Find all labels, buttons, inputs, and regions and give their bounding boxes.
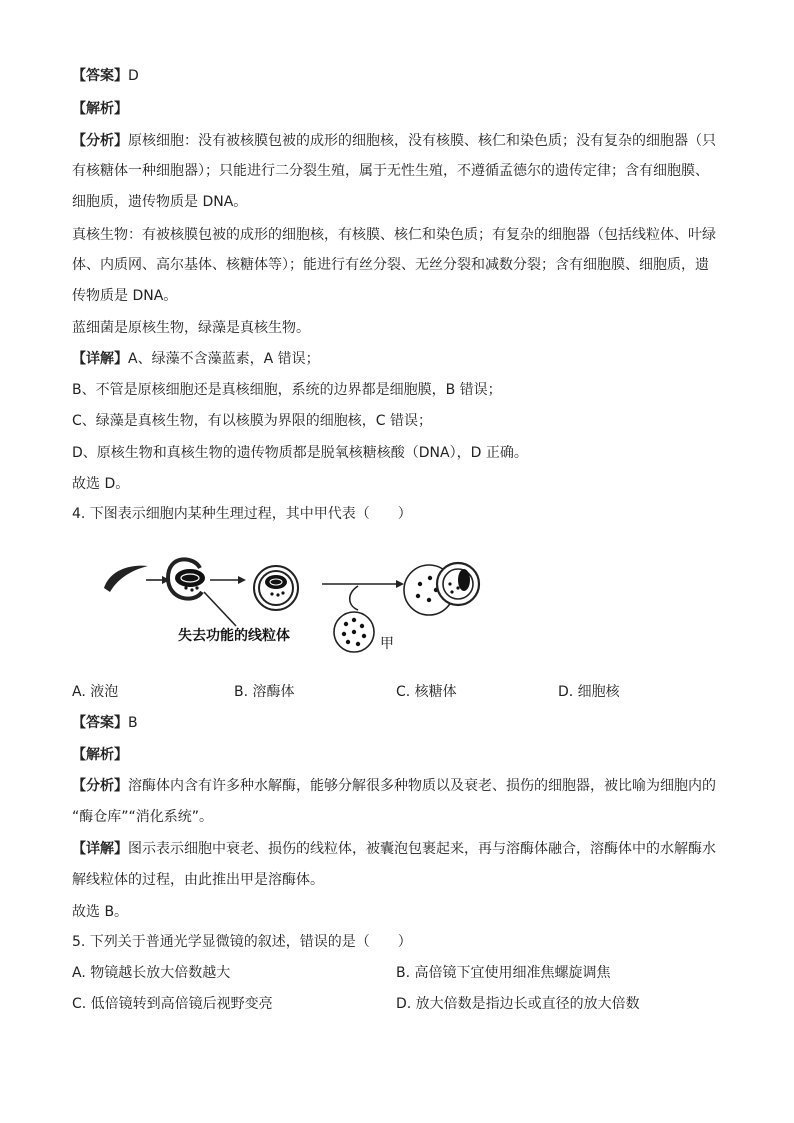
- curved-arrow: [350, 586, 358, 610]
- arrow-3-head: [396, 580, 404, 588]
- label-mitochondrion: 失去功能的线粒体: [178, 628, 290, 644]
- q5-option-d: D. 放大倍数是指边长或直径的放大倍数: [396, 996, 640, 1012]
- q3-conclusion: 故选 D。: [72, 476, 130, 492]
- q3-analysis-line-2: 有核糖体一种细胞器）；只能进行二分裂生殖，属于无性生殖，不遵循孟德尔的遗传定律；含有细胞膜、: [72, 163, 709, 179]
- q4-analysis-line-1: 【分析】溶酶体内含有许多种水解酶，能够分解很多种物质以及衰老、损伤的细胞器，被比喻为细胞内的: [72, 778, 716, 794]
- arrow-2-head: [238, 576, 246, 584]
- mitochondrion-icon: [175, 569, 205, 587]
- q3-detail-line-2: B、不管是原核细胞还是真核细胞，系统的边界都是细胞膜，B 错误；: [72, 382, 502, 398]
- q4-analysis-line-2: “酶仓库”“消化系统”。: [72, 809, 214, 825]
- q5-stem: 5. 下列关于普通光学显微镜的叙述，错误的是（ ）: [72, 934, 412, 950]
- q4-figure: [96, 548, 506, 668]
- q4-option-a: A. 液泡: [72, 684, 119, 700]
- q3-analysis-line-5: 体、内质网、高尔基体、核糖体等）；能进行有丝分裂、无丝分裂和减数分裂；含有细胞膜、细胞质，遗: [72, 257, 709, 273]
- q3-detail-line-1: 【详解】A、绿藻不含藻蓝素，A 错误；: [72, 351, 320, 367]
- q4-option-c: C. 核糖体: [396, 684, 457, 700]
- q5-option-a: A. 物镜越长放大倍数越大: [72, 965, 231, 981]
- q3-analysis-tag: 【解析】: [72, 101, 128, 117]
- q4-answer-line: 【答案】B: [72, 715, 138, 731]
- q3-analysis-line-1: 【分析】原核细胞：没有被核膜包被的成形的细胞核，没有核膜、核仁和染色质；没有复杂的细胞器（只: [72, 133, 716, 149]
- q4-conclusion: 故选 B。: [72, 904, 129, 920]
- q3-analysis-line-6: 传物质是 DNA。: [72, 288, 178, 304]
- q3-analysis-line-4: 真核生物：有被核膜包被的成形的细胞核，有核膜、核仁和染色质；有复杂的细胞器（包括线粒体、叶绿: [72, 227, 716, 243]
- q3-analysis-line-7: 蓝细菌是原核生物，绿藻是真核生物。: [72, 320, 310, 336]
- q4-option-d: D. 细胞核: [558, 684, 620, 700]
- q3-answer: D: [128, 68, 139, 84]
- q4-analysis-tag: 【解析】: [72, 747, 128, 763]
- q4-detail-line-2: 解线粒体的过程，由此推出甲是溶酶体。: [72, 872, 324, 888]
- q5-option-c: C. 低倍镜转到高倍镜后视野变亮: [72, 996, 273, 1012]
- q4-answer: B: [128, 715, 138, 731]
- pointer-line: [204, 592, 236, 626]
- detail-tag: 【详解】: [72, 351, 128, 367]
- q4-option-b: B. 溶酶体: [234, 684, 295, 700]
- q3-analysis-line-3: 细胞质，遗传物质是 DNA。: [72, 194, 248, 210]
- fenxi-tag: 【分析】: [72, 133, 128, 149]
- q3-detail-line-4: D、原核生物和真核生物的遗传物质都是脱氧核糖核酸（DNA），D 正确。: [72, 445, 528, 461]
- q4-stem: 4. 下图表示细胞内某种生理过程，其中甲代表（ ）: [72, 506, 412, 522]
- q3-detail-line-3: C、绿藻是真核生物，有以核膜为界限的细胞核，C 错误；: [72, 413, 432, 429]
- q4-detail-line-1: 【详解】图示表示细胞中衰老、损伤的线粒体，被囊泡包裹起来，再与溶酶体融合，溶酶体中的水解酶水: [72, 841, 716, 857]
- q5-option-b: B. 高倍镜下宜使用细准焦螺旋调焦: [396, 965, 611, 981]
- q3-answer-line: [72, 67, 732, 85]
- label-jia: 甲: [380, 636, 394, 652]
- answer-tag: 【答案】: [72, 68, 128, 84]
- crescent-membrane-icon: [104, 566, 148, 592]
